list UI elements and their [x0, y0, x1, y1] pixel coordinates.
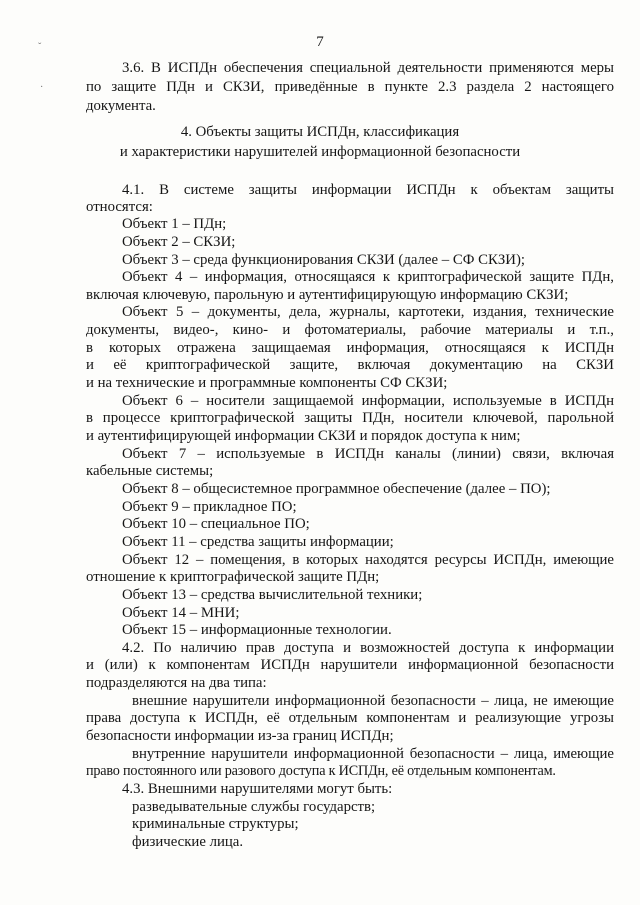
text-line: подразделяются на два типа: — [86, 675, 267, 691]
list-item: Объект 9 – прикладное ПО; — [122, 499, 297, 515]
list-item: Объект 8 – общесистемное программное обеспечение (далее – ПО); — [122, 481, 551, 497]
text-line: внутренние нарушители информационной безопасности – лица, имеющие — [132, 746, 614, 762]
text-line: 4.3. Внешними нарушителями могут быть: — [122, 781, 393, 797]
text-line: безопасности информации из-за границ ИСПДн; — [86, 728, 394, 744]
text-line: внешние нарушители информационной безопасности – лица, не имеющие — [132, 693, 614, 709]
text-line: документы, видео-, кино- и фотоматериалы, рабочие материалы и т.п., — [86, 322, 614, 338]
scan-mark: · — [40, 82, 44, 93]
text-line: 4.1. В системе защиты информации ИСПДн к объектам защиты — [122, 182, 614, 198]
page-number: 7 — [316, 34, 324, 50]
scan-mark: ˇ — [38, 42, 42, 53]
list-item: Объект 10 – специальное ПО; — [122, 516, 310, 532]
list-item: Объект 15 – информационные технологии. — [122, 622, 392, 638]
section-heading: и характеристики нарушителей информационной безопасности — [119, 144, 521, 160]
text-line: в процессе криптографической защиты ПДн, носители ключевой, парольной — [86, 410, 614, 426]
list-item: Объект 14 – МНИ; — [122, 605, 240, 621]
text-line: документа. — [86, 98, 156, 114]
text-line: 3.6. В ИСПДн обеспечения специальной деятельности применяются меры — [122, 60, 614, 76]
list-item: разведывательные службы государств; — [132, 799, 376, 815]
list-item: Объект 5 – документы, дела, журналы, картотеки, издания, технические — [122, 304, 614, 320]
text-line: права доступа к ИСПДн, её отдельным компонентам и реализующие угрозы — [86, 710, 614, 726]
text-line: в которых отражена защищаемая информация, относящаяся к ИСПДн — [86, 340, 614, 356]
list-item: Объект 1 – ПДн; — [122, 216, 227, 232]
list-item: Объект 7 – используемые в ИСПДн каналы (линии) связи, включая — [122, 446, 614, 462]
list-item: Объект 3 – среда функционирования СКЗИ (далее – СФ СКЗИ); — [122, 252, 525, 268]
list-item: Объект 13 – средства вычислительной техники; — [122, 587, 423, 603]
text-line: право постоянного или разового доступа к ИСПДн, её отдельным компонентам. — [86, 763, 556, 779]
list-item: криминальные структуры; — [132, 816, 299, 832]
list-item: Объект 12 – помещения, в которых находятся ресурсы ИСПДн, имеющие — [122, 552, 614, 568]
list-item: Объект 4 – информация, относящаяся к криптографической защите ПДн, — [122, 269, 614, 285]
list-item: Объект 2 – СКЗИ; — [122, 234, 236, 250]
text-line: по защите ПДн и СКЗИ, приведённые в пункте 2.3 раздела 2 настоящего — [86, 79, 614, 95]
text-line: относятся: — [86, 199, 153, 215]
text-line: и (или) к компонентам ИСПДн нарушители информационной безопасности — [86, 657, 614, 673]
section-heading: 4. Объекты защиты ИСПДн, классификация — [180, 124, 460, 140]
text-line: кабельные системы; — [86, 463, 214, 479]
text-line: отношение к криптографической защите ПДн; — [86, 569, 380, 585]
text-line: 4.2. По наличию прав доступа и возможностей доступа к информации — [122, 640, 614, 656]
list-item: физические лица. — [132, 834, 244, 850]
text-line: включая ключевую, парольную и аутентифицирующую информацию СКЗИ; — [86, 287, 569, 303]
text-line: и аутентифицирующей информации СКЗИ и порядок доступа к ним; — [86, 428, 521, 444]
list-item: Объект 6 – носители защищаемой информации, используемые в ИСПДн — [122, 393, 614, 409]
text-line: и на технические и программные компоненты СФ СКЗИ; — [86, 375, 448, 391]
list-item: Объект 11 – средства защиты информации; — [122, 534, 394, 550]
text-line: и её криптографической защите, включая документацию на СКЗИ — [86, 357, 614, 373]
